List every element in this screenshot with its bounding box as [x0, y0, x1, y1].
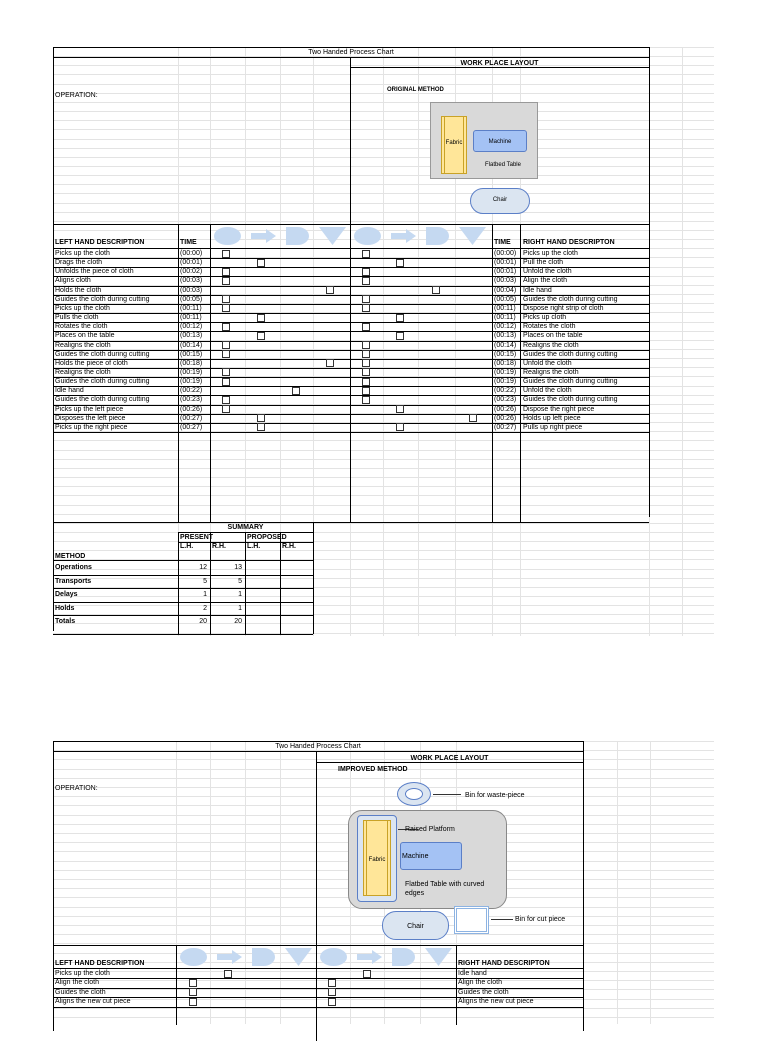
left-hand-step: Disposes the left piece [55, 414, 126, 422]
left-hand-step: Picks up the cloth [55, 250, 110, 257]
left-hand-header: LEFT HAND DESCRIPTION [55, 239, 145, 246]
delay-d-icon [420, 225, 455, 247]
left-hand-time: (00:26) [180, 405, 203, 413]
storage-triangle-icon [315, 225, 350, 247]
symbol-checkbox[interactable] [432, 286, 440, 294]
right-hand-time: (00:00) [494, 250, 517, 257]
symbol-checkbox[interactable] [257, 314, 265, 322]
left-hand-time: (00:14) [180, 341, 203, 349]
operation-circle-icon [350, 225, 385, 247]
border-line [53, 47, 54, 631]
raised-platform-label: Raised Platform [405, 826, 455, 833]
symbol-checkbox[interactable] [222, 304, 230, 312]
border-line [456, 945, 457, 1025]
left-hand-step: Picks up the right piece [55, 423, 128, 431]
border-line [53, 575, 313, 576]
left-hand-time: (00:27) [180, 423, 203, 431]
proposed-lh-heading: L.H. [247, 543, 261, 550]
symbol-checkbox[interactable] [362, 387, 370, 395]
symbol-checkbox[interactable] [222, 350, 230, 358]
proposed-heading: PROPOSED [247, 534, 287, 541]
right-hand-time: (00:26) [494, 405, 517, 413]
symbol-checkbox[interactable] [257, 259, 265, 267]
workplace-layout-heading-2: WORK PLACE LAYOUT [410, 755, 489, 762]
right-hand-time: (00:27) [494, 423, 517, 431]
border-line [53, 560, 313, 561]
left-hand-step: Idle hand [55, 387, 84, 395]
left-hand-step-2: Picks up the cloth [55, 970, 110, 977]
symbol-checkbox[interactable] [257, 332, 265, 340]
right-hand-step: Places on the table [523, 332, 583, 340]
symbol-checkbox[interactable] [362, 268, 370, 276]
symbol-checkbox[interactable] [257, 414, 265, 422]
machine-label-2: Machine [402, 853, 429, 860]
operation-label-2: OPERATION: [55, 785, 98, 792]
border-line [176, 945, 177, 1025]
summary-row-label: Transports [55, 577, 92, 585]
storage-triangle-icon [455, 225, 490, 247]
transport-arrow-icon [245, 225, 280, 247]
border-line [280, 532, 281, 634]
transport-arrow-icon [385, 225, 420, 247]
border-line [53, 1007, 583, 1008]
right-hand-step-2: Align the cloth [458, 979, 502, 987]
operation-circle-icon [316, 946, 351, 968]
operation-circle-icon [210, 225, 245, 247]
time-header: TIME [180, 239, 197, 246]
left-hand-step: Rotates the cloth [55, 323, 108, 331]
border-line [53, 57, 649, 58]
right-hand-step: Pull the cloth [523, 259, 564, 267]
flatbed-table-label: Flatbed Table [485, 162, 521, 168]
summary-row-label: Holds [55, 604, 75, 612]
symbol-checkbox[interactable] [222, 368, 230, 376]
border-line [53, 634, 313, 635]
border-line [313, 522, 314, 634]
symbol-checkbox[interactable] [363, 970, 371, 978]
symbol-checkbox[interactable] [362, 350, 370, 358]
chart-title: Two Handed Process Chart [308, 49, 394, 56]
right-hand-time: (00:26) [494, 414, 517, 422]
chair-label-2: Chair [407, 923, 424, 930]
symbol-checkbox[interactable] [396, 423, 404, 431]
right-hand-step: Unfold the cloth [523, 359, 572, 367]
right-hand-step: Dispose the right piece [523, 405, 595, 413]
grid-col-line [210, 741, 211, 1024]
symbol-checkbox[interactable] [362, 378, 370, 386]
delay-d-icon [246, 946, 281, 968]
border-line [583, 741, 584, 1031]
left-hand-time: (00:01) [180, 259, 203, 267]
border-line [492, 224, 493, 522]
right-hand-time: (00:01) [494, 268, 517, 276]
summary-present-rh: 5 [238, 577, 242, 585]
border-line [53, 588, 313, 589]
border-line [245, 532, 246, 634]
left-hand-time: (00:15) [180, 350, 203, 358]
left-hand-time: (00:27) [180, 414, 203, 422]
transport-arrow-icon [211, 946, 246, 968]
border-line [649, 47, 650, 517]
improved-method-label: IMPROVED METHOD [338, 766, 408, 773]
symbol-checkbox[interactable] [362, 341, 370, 349]
chart-title-2: Two Handed Process Chart [275, 743, 361, 750]
symbol-checkbox[interactable] [396, 314, 404, 322]
symbol-checkbox[interactable] [362, 368, 370, 376]
left-hand-step: Aligns cloth [55, 277, 91, 285]
operation-circle-icon [176, 946, 211, 968]
summary-present-lh: 1 [203, 591, 207, 599]
summary-row-label: Delays [55, 591, 78, 599]
symbol-checkbox[interactable] [396, 332, 404, 340]
border-line [520, 224, 521, 522]
left-hand-header-2: LEFT HAND DESCRIPTION [55, 960, 145, 967]
right-hand-time: (00:11) [494, 314, 516, 322]
left-hand-step: Realigns the cloth [55, 341, 111, 349]
symbol-checkbox[interactable] [189, 979, 197, 987]
right-hand-time: (00:18) [494, 359, 517, 367]
left-hand-step-2: Guides the cloth [55, 988, 106, 996]
waste-bin-pointer [433, 794, 461, 795]
symbol-checkbox[interactable] [362, 323, 370, 331]
summary-present-rh: 13 [234, 564, 242, 571]
symbol-checkbox[interactable] [222, 250, 230, 258]
right-hand-step: Unfold the cloth [523, 268, 572, 276]
left-hand-step: Drags the cloth [55, 259, 103, 267]
right-hand-step: Realigns the cloth [523, 341, 579, 349]
summary-present-lh: 20 [199, 618, 207, 626]
left-hand-step-2: Align the cloth [55, 979, 99, 987]
left-hand-step: Holds the piece of cloth [55, 359, 128, 367]
right-hand-step: Guides the cloth during cutting [523, 378, 618, 386]
right-hand-time: (00:11) [494, 304, 516, 312]
summary-present-lh: 2 [203, 604, 207, 612]
summary-present-lh: 5 [203, 577, 207, 585]
chair-label: Chair [492, 197, 508, 203]
right-hand-step: Rotates the cloth [523, 323, 576, 331]
border-line [350, 224, 351, 522]
symbol-checkbox[interactable] [222, 405, 230, 413]
summary-row-label: Operations [55, 564, 92, 571]
symbol-checkbox[interactable] [222, 323, 230, 331]
left-hand-step: Guides the cloth during cutting [55, 378, 150, 386]
right-hand-time: (00:13) [494, 332, 517, 340]
method-heading: METHOD [55, 553, 86, 560]
symbol-checkbox[interactable] [328, 979, 336, 987]
right-hand-step-2: Idle hand [458, 970, 487, 977]
left-hand-step: Realigns the cloth [55, 368, 111, 376]
left-hand-step: Guides the cloth during cutting [55, 396, 150, 404]
border-line [316, 762, 583, 763]
delay-d-icon [280, 225, 315, 247]
left-hand-time: (00:19) [180, 378, 203, 386]
storage-triangle-icon [281, 946, 316, 968]
symbol-checkbox[interactable] [222, 277, 230, 285]
border-line [53, 432, 649, 433]
right-hand-step: Picks up the cloth [523, 250, 578, 257]
summary-present-rh: 1 [238, 591, 242, 599]
workplace-layout-heading: WORK PLACE LAYOUT [460, 60, 539, 67]
left-hand-step: Guides the cloth during cutting [55, 350, 150, 358]
border-line [178, 224, 179, 522]
left-hand-time: (00:22) [180, 387, 203, 395]
bin-cut-label: Bin for cut piece [515, 916, 566, 923]
border-line [350, 67, 649, 68]
time-header-right: TIME [494, 239, 511, 246]
border-line [316, 945, 317, 1025]
cut-piece-bin-pointer [491, 919, 513, 920]
curved-table-label: Flatbed Table with curved edges [405, 881, 485, 897]
left-hand-step-2: Aligns the new cut piece [55, 998, 131, 1006]
bin-waste-label: Bin for waste-piece [465, 792, 525, 799]
right-hand-header-2: RIGHT HAND DESCRIPTON [458, 960, 550, 967]
symbol-checkbox[interactable] [396, 405, 404, 413]
left-hand-time: (00:11) [180, 304, 202, 312]
proposed-rh-heading: R.H. [282, 543, 296, 550]
border-line [210, 224, 211, 522]
right-hand-time: (00:14) [494, 341, 517, 349]
left-hand-step: Holds the cloth [55, 286, 102, 294]
border-line [53, 602, 313, 603]
left-hand-step: Guides the cloth during cutting [55, 295, 150, 303]
border-line [53, 522, 649, 523]
symbol-checkbox[interactable] [362, 250, 370, 258]
symbol-checkbox[interactable] [326, 286, 334, 294]
present-lh-heading: L.H. [180, 543, 194, 550]
grid-col-line [650, 741, 651, 1024]
right-hand-header: RIGHT HAND DESCRIPTON [523, 239, 615, 246]
grid-col-line [617, 741, 618, 1024]
cut-piece-bin-shape [454, 906, 489, 934]
present-heading: PRESENT [180, 534, 214, 541]
left-hand-step: Places on the table [55, 332, 115, 340]
operation-label: OPERATION: [55, 92, 98, 99]
right-hand-time: (00:23) [494, 396, 517, 404]
symbol-checkbox[interactable] [257, 423, 265, 431]
symbol-checkbox[interactable] [222, 378, 230, 386]
right-hand-step: Align the cloth [523, 277, 567, 285]
left-hand-time: (00:12) [180, 323, 203, 331]
grid-col-line [682, 47, 683, 636]
right-hand-time: (00:22) [494, 387, 517, 395]
transport-arrow-icon [351, 946, 386, 968]
left-hand-time: (00:19) [180, 368, 203, 376]
left-hand-time: (00:11) [180, 314, 202, 322]
right-hand-time: (00:12) [494, 323, 517, 331]
symbol-checkbox[interactable] [362, 277, 370, 285]
grid-col-line [245, 741, 246, 1024]
right-hand-time: (00:05) [494, 295, 517, 303]
symbol-checkbox[interactable] [362, 396, 370, 404]
symbol-checkbox[interactable] [362, 359, 370, 367]
right-hand-step: Holds up left piece [523, 414, 581, 422]
symbol-checkbox[interactable] [222, 396, 230, 404]
symbol-checkbox[interactable] [222, 295, 230, 303]
symbol-checkbox[interactable] [224, 970, 232, 978]
symbol-checkbox[interactable] [292, 387, 300, 395]
symbol-checkbox[interactable] [362, 304, 370, 312]
symbol-checkbox[interactable] [222, 268, 230, 276]
right-hand-time: (00:01) [494, 259, 517, 267]
right-hand-step: Guides the cloth during cutting [523, 396, 618, 404]
storage-triangle-icon [421, 946, 456, 968]
machine-label: Machine [488, 139, 512, 145]
border-line [53, 615, 313, 616]
right-hand-step: Unfold the cloth [523, 387, 572, 395]
summary-row-label: Totals [55, 618, 76, 626]
symbol-checkbox[interactable] [362, 295, 370, 303]
symbol-checkbox[interactable] [189, 998, 197, 1006]
right-hand-time: (00:04) [494, 286, 517, 294]
left-hand-step: Picks up the left piece [55, 405, 124, 413]
right-hand-step: Pulls up right piece [523, 423, 583, 431]
grid-col-line [280, 741, 281, 1024]
left-hand-time: (00:18) [180, 359, 203, 367]
left-hand-time: (00:00) [180, 250, 203, 257]
left-hand-time: (00:05) [180, 295, 203, 303]
fabric-label-2: Fabric [368, 857, 386, 863]
right-hand-step: Realigns the cloth [523, 368, 579, 376]
right-hand-step-2: Guides the cloth [458, 988, 509, 996]
summary-heading: SUMMARY [227, 524, 264, 531]
right-hand-step: Picks up cloth [523, 314, 567, 322]
border-line [53, 751, 583, 752]
summary-present-rh: 20 [234, 618, 242, 626]
left-hand-step: Unfolds the piece of cloth [55, 268, 134, 276]
left-hand-time: (00:03) [180, 286, 203, 294]
symbol-checkbox[interactable] [222, 341, 230, 349]
symbol-checkbox[interactable] [328, 998, 336, 1006]
left-hand-time: (00:13) [180, 332, 203, 340]
right-hand-time: (00:15) [494, 350, 517, 358]
symbol-checkbox[interactable] [396, 259, 404, 267]
right-hand-time: (00:19) [494, 368, 517, 376]
right-hand-step: Dispose right strip of cloth [523, 304, 604, 312]
original-method-label: ORIGINAL METHOD [387, 87, 444, 93]
left-hand-time: (00:03) [180, 277, 203, 285]
symbol-checkbox[interactable] [326, 359, 334, 367]
left-hand-step: Pulls the cloth [55, 314, 99, 322]
fabric-label: Fabric [445, 140, 463, 146]
left-hand-time: (00:02) [180, 268, 203, 276]
right-hand-step: Guides the cloth during cutting [523, 350, 618, 358]
summary-present-rh: 1 [238, 604, 242, 612]
right-hand-time: (00:19) [494, 378, 517, 386]
right-hand-time: (00:03) [494, 277, 517, 285]
present-rh-heading: R.H. [212, 543, 226, 550]
symbol-checkbox[interactable] [469, 414, 477, 422]
right-hand-step: Idle hand [523, 286, 552, 294]
symbol-checkbox[interactable] [189, 988, 197, 996]
right-hand-step: Guides the cloth during cutting [523, 295, 618, 303]
right-hand-step-2: Aligns the new cut piece [458, 998, 534, 1006]
waste-bin-inner [405, 788, 423, 800]
delay-d-icon [386, 946, 421, 968]
left-hand-step: Picks up the cloth [55, 304, 110, 312]
summary-present-lh: 12 [199, 564, 207, 571]
left-hand-time: (00:23) [180, 396, 203, 404]
symbol-checkbox[interactable] [328, 988, 336, 996]
